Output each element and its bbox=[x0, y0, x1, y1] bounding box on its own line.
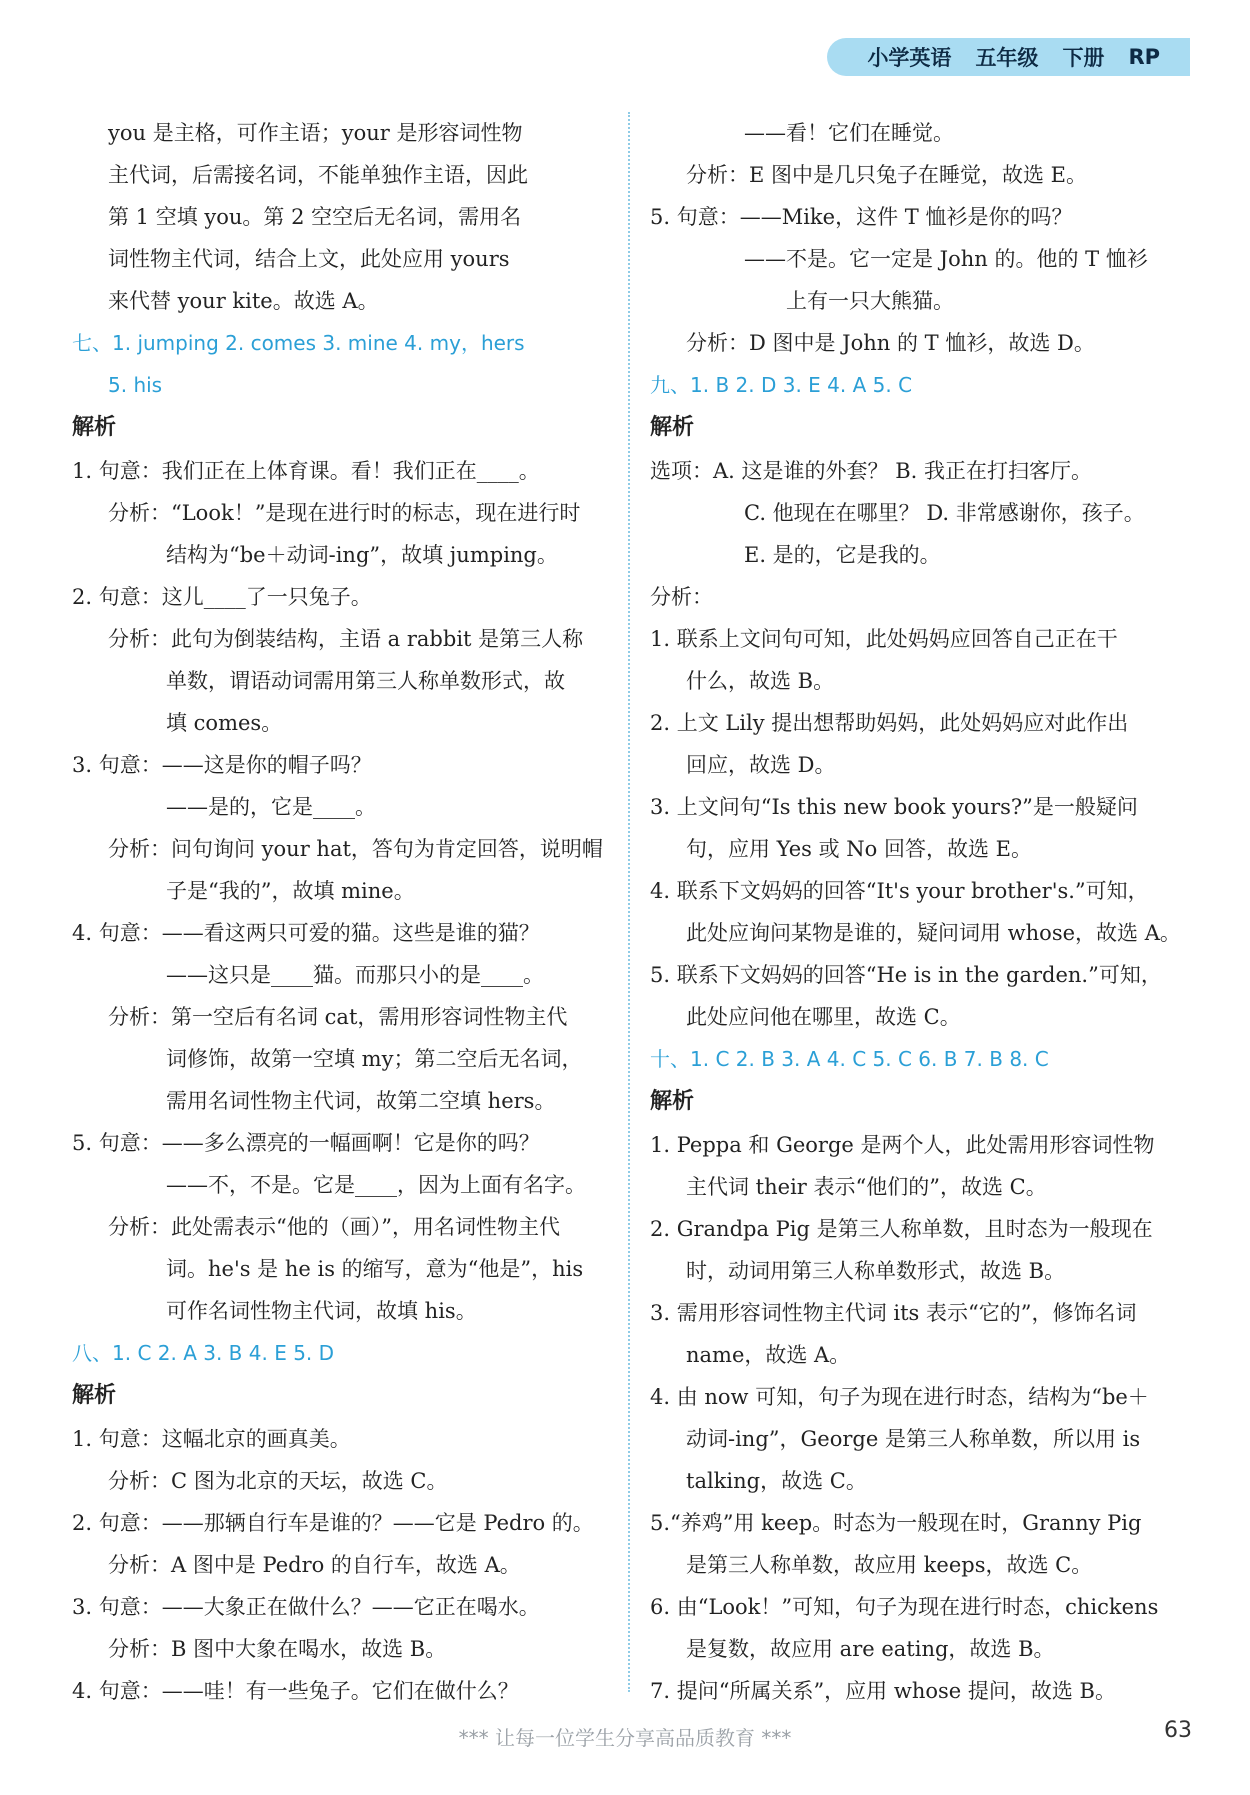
volume-label: 下册 bbox=[1062, 46, 1105, 70]
text-line: 填 comes。 bbox=[166, 711, 283, 735]
text-line: 2. 上文 Lily 提出想帮助妈妈，此处妈妈应对此作出 bbox=[650, 711, 1129, 735]
text-line: talking，故选 C。 bbox=[686, 1469, 867, 1493]
text-line: 5. 句意：——多么漂亮的一幅画啊！它是你的吗？ bbox=[72, 1131, 540, 1155]
text-line: ——是的，它是____。 bbox=[166, 795, 376, 819]
text-line: 2. Grandpa Pig 是第三人称单数，且时态为一般现在 bbox=[650, 1217, 1153, 1241]
text-line: 1. 句意：这幅北京的画真美。 bbox=[72, 1427, 351, 1451]
text-line: 3. 需用形容词性物主代词 its 表示“它的”，修饰名词 bbox=[650, 1301, 1137, 1325]
text-line: 分析： bbox=[650, 585, 713, 609]
text-line: 分析：问句询问 your hat，答句为肯定回答，说明帽 bbox=[108, 837, 603, 861]
text-line: 分析：D 图中是 John 的 T 恤衫，故选 D。 bbox=[686, 331, 1095, 355]
text-line: 分析：“Look！”是现在进行时的标志，现在进行时 bbox=[108, 501, 581, 525]
text-line: 什么，故选 B。 bbox=[686, 669, 835, 693]
answer-key-line: 八、1. C 2. A 3. B 4. E 5. D bbox=[72, 1341, 335, 1365]
text-line: 时，动词用第三人称单数形式，故选 B。 bbox=[686, 1259, 1066, 1283]
text-line: 3. 上文问句“Is this new book yours?”是一般疑问 bbox=[650, 795, 1138, 819]
text-line: 5. 联系下文妈妈的回答“He is in the garden.”可知， bbox=[650, 963, 1162, 987]
text-line: 6. 由“Look！”可知，句子为现在进行时态，chickens bbox=[650, 1595, 1159, 1619]
text-line: 是复数，故应用 are eating，故选 B。 bbox=[686, 1637, 1055, 1661]
edition-label: RP bbox=[1128, 45, 1160, 69]
book-header-tag bbox=[827, 38, 1190, 76]
text-line: 4. 句意：——看这两只可爱的猫。这些是谁的猫？ bbox=[72, 921, 540, 945]
text-line: 子是“我的”，故填 mine。 bbox=[166, 879, 415, 903]
column-divider bbox=[628, 112, 630, 1692]
text-line: 7. 提问“所属关系”，应用 whose 提问，故选 B。 bbox=[650, 1679, 1116, 1703]
text-line: 1. 联系上文问句可知，此处妈妈应回答自己正在干 bbox=[650, 627, 1118, 651]
text-line: 5.“养鸡”用 keep。时态为一般现在时，Granny Pig bbox=[650, 1511, 1142, 1535]
text-line: 主代词，后需接名词，不能单独作主语，因此 bbox=[108, 163, 528, 187]
text-line: 此处应问他在哪里，故选 C。 bbox=[686, 1005, 961, 1029]
text-line: 单数，谓语动词需用第三人称单数形式，故 bbox=[166, 669, 565, 693]
text-line: 句，应用 Yes 或 No 回答，故选 E。 bbox=[686, 837, 1032, 861]
text-line: 分析：E 图中是几只兔子在睡觉，故选 E。 bbox=[686, 163, 1088, 187]
text-line: 结构为“be＋动词-ing”，故填 jumping。 bbox=[166, 543, 558, 567]
text-line: 3. 句意：——这是你的帽子吗？ bbox=[72, 753, 372, 777]
text-line: 选项：A. 这是谁的外套？ B. 我正在打扫客厅。 bbox=[650, 459, 1092, 483]
text-line: 可作名词性物主代词，故填 his。 bbox=[166, 1299, 477, 1323]
text-line: 词修饰，故第一空填 my；第二空后无名词， bbox=[166, 1047, 583, 1071]
text-line: 回应，故选 D。 bbox=[686, 753, 836, 777]
text-line: 4. 由 now 可知，句子为现在进行时态，结构为“be＋ bbox=[650, 1385, 1149, 1409]
section-heading: 解析 bbox=[72, 1383, 117, 1408]
text-line: 词。he's 是 he is 的缩写，意为“他是”，his bbox=[166, 1257, 584, 1281]
text-line: 需用名词性物主代词，故第二空填 hers。 bbox=[166, 1089, 556, 1113]
text-line: 分析：A 图中是 Pedro 的自行车，故选 A。 bbox=[108, 1553, 521, 1577]
text-line: E. 是的，它是我的。 bbox=[744, 543, 941, 567]
text-line: 主代词 their 表示“他们的”，故选 C。 bbox=[686, 1175, 1047, 1199]
text-line: you 是主格，可作主语；your 是形容词性物 bbox=[108, 121, 523, 145]
text-line: 第 1 空填 you。第 2 空空后无名词，需用名 bbox=[108, 205, 522, 229]
answer-key-line: 5. his bbox=[108, 373, 163, 397]
grade-label: 五年级 bbox=[975, 46, 1039, 70]
text-line: 此处应询问某物是谁的，疑问词用 whose，故选 A。 bbox=[686, 921, 1181, 945]
text-line: 分析：B 图中大象在喝水，故选 B。 bbox=[108, 1637, 447, 1661]
text-line: 1. Peppa 和 George 是两个人，此处需用形容词性物 bbox=[650, 1133, 1155, 1157]
text-line: 5. 句意：——Mike，这件 T 恤衫是你的吗？ bbox=[650, 205, 1073, 229]
text-line: ——这只是____猫。而那只小的是____。 bbox=[166, 963, 544, 987]
text-line: 来代替 your kite。故选 A。 bbox=[108, 289, 379, 313]
text-line: ——不，不是。它是____，因为上面有名字。 bbox=[166, 1173, 586, 1197]
text-line: 分析：第一空后有名词 cat，需用形容词性物主代 bbox=[108, 1005, 568, 1029]
left-column bbox=[72, 112, 617, 1712]
text-line: 分析：C 图为北京的天坛，故选 C。 bbox=[108, 1469, 448, 1493]
answer-key-line: 九、1. B 2. D 3. E 4. A 5. C bbox=[650, 373, 913, 397]
text-line: 3. 句意：——大象正在做什么？——它正在喝水。 bbox=[72, 1595, 540, 1619]
text-line: 动词-ing”，George 是第三人称单数，所以用 is bbox=[686, 1427, 1141, 1451]
text-line: 1. 句意：我们正在上体育课。看！我们正在____。 bbox=[72, 459, 540, 483]
text-line: 4. 联系下文妈妈的回答“It's your brother's.”可知， bbox=[650, 879, 1149, 903]
text-line: 分析：此句为倒装结构，主语 a rabbit 是第三人称 bbox=[108, 627, 584, 651]
text-line: 2. 句意：这儿____了一只兔子。 bbox=[72, 585, 372, 609]
page-number: 63 bbox=[1164, 1718, 1192, 1743]
text-line: 分析：此处需表示“他的（画）”，用名词性物主代 bbox=[108, 1215, 560, 1239]
text-line: ——不是。它一定是 John 的。他的 T 恤衫 bbox=[744, 247, 1148, 271]
answer-key-line: 十、1. C 2. B 3. A 4. C 5. C 6. B 7. B 8. C bbox=[650, 1047, 1049, 1071]
text-line: 2. 句意：——那辆自行车是谁的？——它是 Pedro 的。 bbox=[72, 1511, 594, 1535]
footer-slogan: *** 让每一位学生分享高品质教育 *** bbox=[458, 1726, 792, 1750]
text-line: 是第三人称单数，故应用 keeps，故选 C。 bbox=[686, 1553, 1093, 1577]
right-column bbox=[650, 112, 1195, 1712]
section-heading: 解析 bbox=[650, 415, 695, 440]
section-heading: 解析 bbox=[650, 1089, 695, 1114]
text-line: 上有一只大熊猫。 bbox=[786, 289, 954, 313]
text-line: name，故选 A。 bbox=[686, 1343, 851, 1367]
text-line: ——看！它们在睡觉。 bbox=[744, 121, 954, 145]
answer-key-line: 七、1. jumping 2. comes 3. mine 4. my，hers bbox=[72, 331, 525, 355]
text-line: 4. 句意：——哇！有一些兔子。它们在做什么？ bbox=[72, 1679, 519, 1703]
section-heading: 解析 bbox=[72, 415, 117, 440]
subject-label: 小学英语 bbox=[867, 46, 952, 70]
text-line: C. 他现在在哪里？ D. 非常感谢你，孩子。 bbox=[744, 501, 1145, 525]
text-line: 词性物主代词，结合上文，此处应用 yours bbox=[108, 247, 510, 271]
